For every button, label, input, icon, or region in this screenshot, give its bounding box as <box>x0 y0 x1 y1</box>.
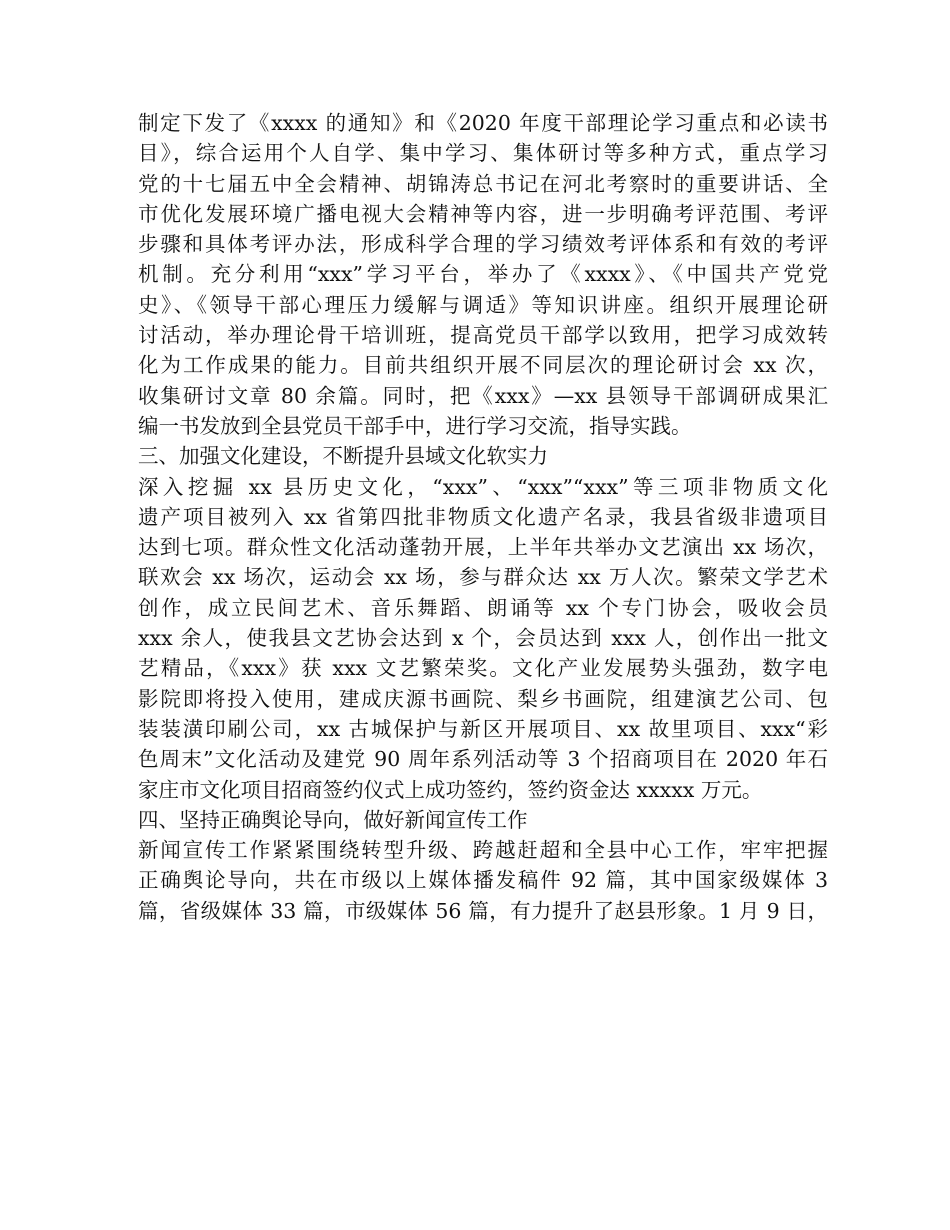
text-line: 创作，成立民间艺术、音乐舞蹈、朗诵等 xx 个专门协会，吸收会员 <box>138 595 828 620</box>
text-line: xxx 余人，使我县文艺协会达到 x 个，会员达到 xxx 人，创作出一批文 <box>138 626 828 651</box>
text-line: 家庄市文化项目招商签约仪式上成功签约，签约资金达 xxxxx 万元。 <box>138 777 763 802</box>
text-line: 遗产项目被列入 xx 省第四批非物质文化遗产名录，我县省级非遗项目 <box>138 504 828 529</box>
text-line: 步骤和具体考评办法，形成科学合理的学习绩效考评体系和有效的考评 <box>138 232 828 257</box>
text-line: 市优化发展环境广播电视大会精神等内容，进一步明确考评范围、考评 <box>138 201 828 226</box>
text-line: 制定下发了《xxxx 的通知》和《2020 年度干部理论学习重点和必读书 <box>138 111 828 135</box>
text-line: 史》、《领导干部心理压力缓解与调适》等知识讲座。组织开展理论研 <box>138 292 828 317</box>
text-line: 达到七项。群众性文化活动蓬勃开展，上半年共举办文艺演出 xx 场次， <box>138 535 828 560</box>
text-line: 正确舆论导向，共在市级以上媒体播发稿件 92 篇，其中国家级媒体 3 <box>138 868 828 893</box>
text-line: 收集研讨文章 80 余篇。同时，把《xxx》—xx 县领导干部调研成果汇 <box>138 383 828 408</box>
text-line: 编一书发放到全县党员干部手中，进行学习交流，指导实践。 <box>138 413 692 438</box>
text-line: 篇，省级媒体 33 篇，市级媒体 56 篇，有力提升了赵县形象。1 月 9 日， <box>138 898 828 923</box>
text-line: 新闻宣传工作紧紧围绕转型升级、跨越赶超和全县中心工作，牢牢把握 <box>138 838 828 863</box>
text-line: 艺精品，《xxx》获 xxx 文艺繁荣奖。文化产业发展势头强劲，数字电 <box>138 656 828 681</box>
text-line: 化为工作成果的能力。目前共组织开展不同层次的理论研讨会 xx 次， <box>138 353 828 378</box>
text-line: 深入挖掘 xx 县历史文化，“xxx”、“xxx”“xxx”等三项非物质文化 <box>138 474 828 499</box>
text-line: 目》，综合运用个人自学、集中学习、集体研讨等多种方式，重点学习 <box>138 141 828 166</box>
text-line: 机制。充分利用“xxx”学习平台，举办了《xxxx》、《中国共产党党 <box>138 262 828 287</box>
text-line: 色周末”文化活动及建党 90 周年系列活动等 3 个招商项目在 2020 年石 <box>138 747 828 772</box>
section-heading-news: 四、坚持正确舆论导向，做好新闻宣传工作 <box>138 807 528 832</box>
text-line: 讨活动，举办理论骨干培训班，提高党员干部学以致用，把学习成效转 <box>138 323 828 348</box>
section-heading-culture: 三、加强文化建设，不断提升县域文化软实力 <box>138 444 548 469</box>
text-line: 党的十七届五中全会精神、胡锦涛总书记在河北考察时的重要讲话、全 <box>138 171 828 196</box>
paragraph-theory-study <box>138 108 828 441</box>
paragraph-culture <box>138 472 828 805</box>
text-line: 装装潢印刷公司，xx 古城保护与新区开展项目、xx 故里项目、xxx“彩 <box>138 716 828 741</box>
text-line: 影院即将投入使用，建成庆源书画院、梨乡书画院，组建演艺公司、包 <box>138 686 828 711</box>
paragraph-news <box>138 835 828 926</box>
document-body <box>138 108 828 926</box>
text-line: 联欢会 xx 场次，运动会 xx 场，参与群众达 xx 万人次。繁荣文学艺术 <box>138 565 828 590</box>
